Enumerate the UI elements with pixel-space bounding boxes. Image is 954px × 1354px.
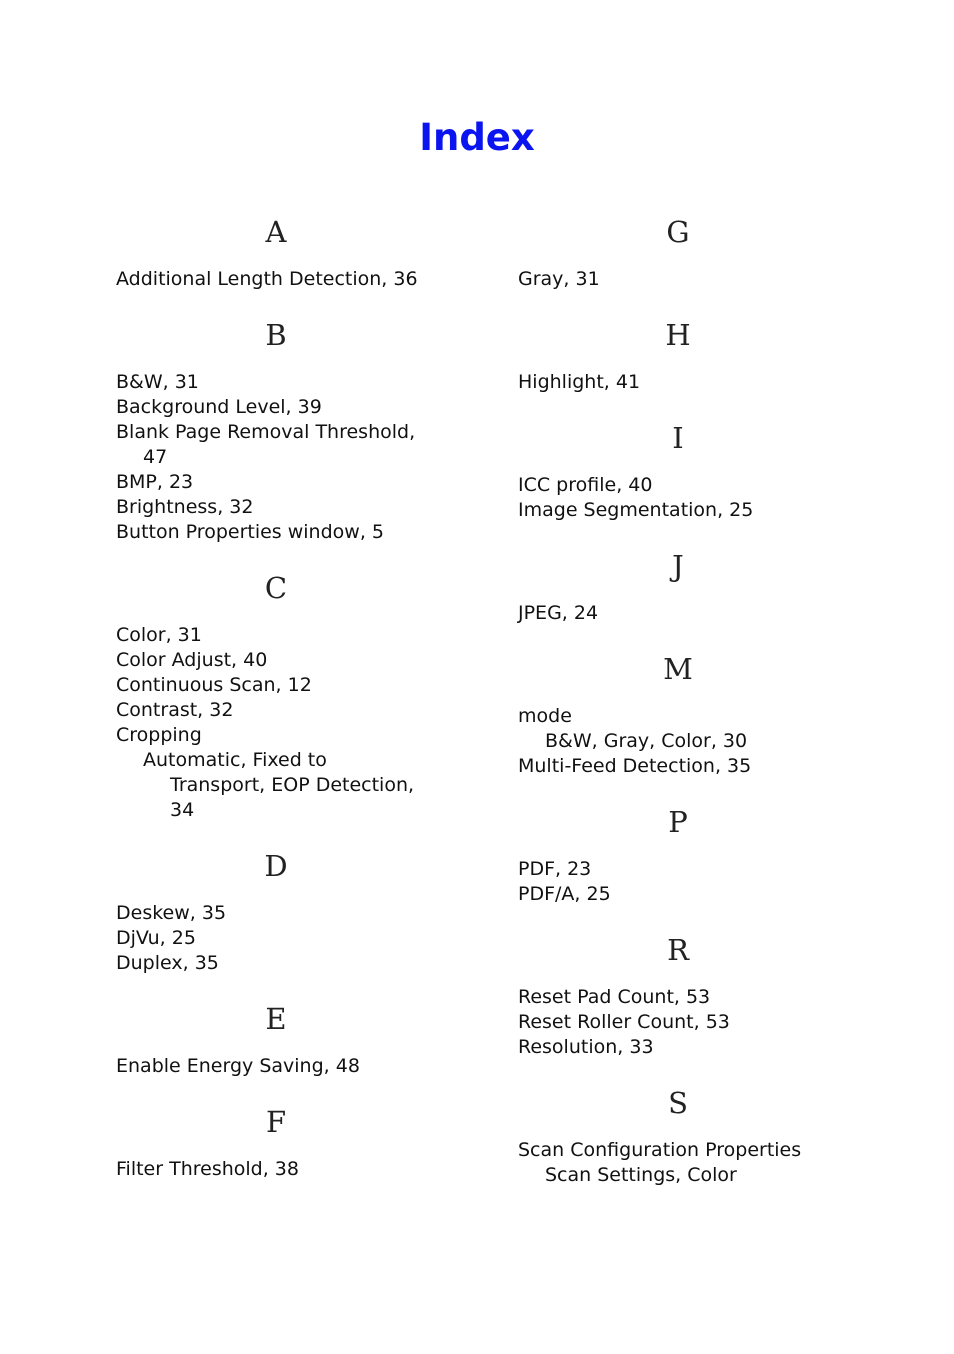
index-entry: Highlight, 41 <box>518 371 641 393</box>
index-entry-list <box>116 901 436 976</box>
index-entry: B&W, Gray, Color, 30 <box>545 730 748 752</box>
index-entry: Resolution, 33 <box>518 1036 654 1058</box>
section-letter: B <box>265 318 287 352</box>
section-letter: I <box>672 421 684 455</box>
index-entry: Enable Energy Saving, 48 <box>116 1055 360 1077</box>
section-letter: C <box>264 571 288 605</box>
index-section-d <box>116 845 436 976</box>
index-entry: mode <box>518 705 572 727</box>
index-entry-list <box>518 473 838 523</box>
page-title: Index <box>419 116 535 159</box>
index-section-m <box>518 648 838 779</box>
section-letter: S <box>668 1086 688 1120</box>
section-letter: J <box>672 549 684 583</box>
index-entry: ICC profile, 40 <box>518 474 653 496</box>
index-entry: Contrast, 32 <box>116 699 234 721</box>
index-entry: B&W, 31 <box>116 371 199 393</box>
index-entry: Scan Configuration Properties <box>518 1139 802 1161</box>
index-entry-list <box>116 267 436 292</box>
index-entry-list <box>116 1157 436 1182</box>
index-entry: Scan Settings, Color <box>545 1164 737 1186</box>
index-entry: BMP, 23 <box>116 471 194 493</box>
index-entry-list <box>518 370 838 395</box>
index-entry: Blank Page Removal Threshold, <box>116 421 416 443</box>
index-entry: JPEG, 24 <box>518 602 599 624</box>
index-entry-list <box>116 1054 436 1079</box>
index-section-c <box>116 567 436 823</box>
index-entry: Additional Length Detection, 36 <box>116 268 418 290</box>
index-section-i <box>518 417 838 523</box>
index-entry: Background Level, 39 <box>116 396 322 418</box>
section-letter: D <box>264 849 288 883</box>
index-entry-list <box>518 267 838 292</box>
section-letter: M <box>663 652 693 686</box>
section-letter: E <box>265 1002 287 1036</box>
index-entry: Multi-Feed Detection, 35 <box>518 755 752 777</box>
index-entry: PDF/A, 25 <box>518 883 611 905</box>
index-entry: Reset Roller Count, 53 <box>518 1011 730 1033</box>
index-entry: Continuous Scan, 12 <box>116 674 312 696</box>
index-section-b <box>116 314 436 545</box>
index-section-s <box>518 1082 838 1188</box>
index-entry: Brightness, 32 <box>116 496 254 518</box>
index-entry-list <box>518 601 838 626</box>
index-entry: Duplex, 35 <box>116 952 219 974</box>
index-entry: Automatic, Fixed to <box>143 749 327 771</box>
index-entry: Reset Pad Count, 53 <box>518 986 711 1008</box>
section-letter: P <box>668 805 688 839</box>
index-column-left <box>116 211 436 1182</box>
index-entry-list <box>116 370 436 545</box>
index-entry-list <box>518 704 838 779</box>
index-section-a <box>116 211 436 292</box>
index-section-e <box>116 998 436 1079</box>
index-entry: Gray, 31 <box>518 268 600 290</box>
section-letter: R <box>667 933 689 967</box>
section-letter: A <box>265 215 287 249</box>
index-section-j <box>518 545 838 626</box>
index-entry-list <box>518 1138 838 1188</box>
index-entry-list <box>518 985 838 1060</box>
index-entry: Transport, EOP Detection, <box>170 774 415 796</box>
index-column-right <box>518 211 838 1188</box>
index-entry: Button Properties window, 5 <box>116 521 384 543</box>
index-section-f <box>116 1101 436 1182</box>
index-section-p <box>518 801 838 907</box>
index-entry: 47 <box>143 446 168 468</box>
section-letter: G <box>666 215 690 249</box>
index-entry-list <box>518 857 838 907</box>
index-entry: Cropping <box>116 724 202 746</box>
index-entry: Color Adjust, 40 <box>116 649 268 671</box>
index-entry: Image Segmentation, 25 <box>518 499 754 521</box>
index-entry: Deskew, 35 <box>116 902 227 924</box>
index-entry-list <box>116 623 436 823</box>
index-section-g <box>518 211 838 292</box>
section-letter: F <box>265 1105 287 1139</box>
index-section-r <box>518 929 838 1060</box>
index-section-h <box>518 314 838 395</box>
index-entry: 34 <box>170 799 195 821</box>
section-letter: H <box>665 318 691 352</box>
index-entry: PDF, 23 <box>518 858 592 880</box>
index-entry: Color, 31 <box>116 624 202 646</box>
index-entry: Filter Threshold, 38 <box>116 1158 299 1180</box>
index-entry: DjVu, 25 <box>116 927 196 949</box>
